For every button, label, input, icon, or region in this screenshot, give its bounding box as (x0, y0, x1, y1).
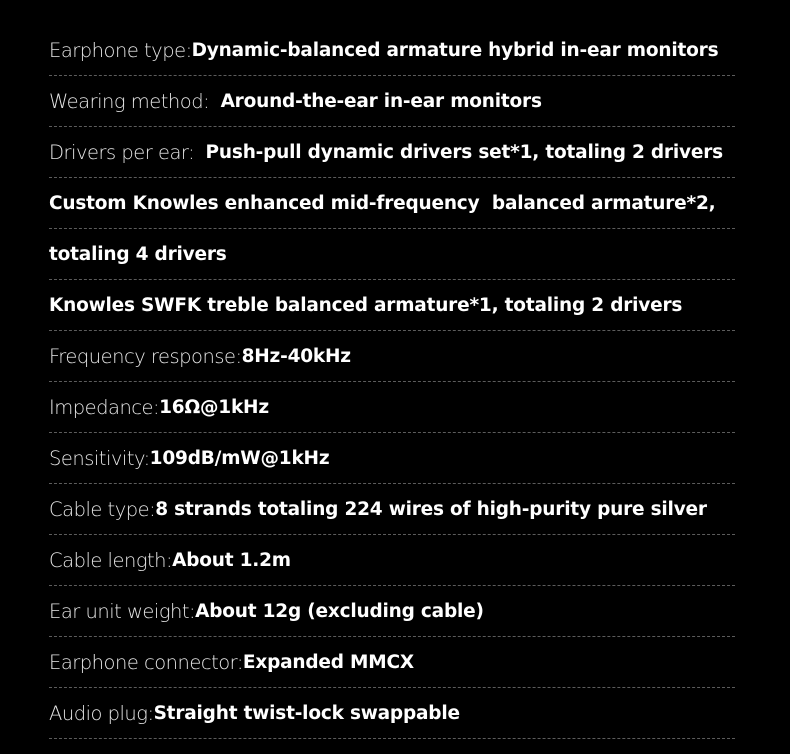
spec-label: Impedance: (49, 395, 160, 419)
spec-value: 8Hz-40kHz (241, 345, 351, 367)
spec-value: 109dB/mW@1kHz (149, 447, 330, 469)
spec-label: Cable length: (49, 548, 173, 572)
spec-label: Earphone type: (49, 38, 192, 62)
spec-row-cable-length (49, 535, 735, 586)
spec-label: Sensitivity: (49, 446, 150, 470)
spec-row-frequency-response (49, 331, 735, 382)
spec-list (49, 25, 735, 739)
spec-value: Expanded MMCX (242, 651, 414, 673)
spec-row-drivers-per-ear (49, 127, 735, 178)
spec-label: Wearing method: (49, 89, 221, 113)
spec-value: Push-pull dynamic drivers set*1, totaling 2 drivers (205, 141, 723, 163)
spec-value: Custom Knowles enhanced mid-frequency balanced armature*2, (49, 192, 716, 214)
spec-row-ear-unit-weight (49, 586, 735, 637)
spec-value: totaling 4 drivers (49, 243, 227, 265)
spec-label: Drivers per ear: (49, 140, 206, 164)
spec-row-sensitivity (49, 433, 735, 484)
spec-value: Straight twist-lock swappable (153, 702, 460, 724)
spec-value: Knowles SWFK treble balanced armature*1, totaling 2 drivers (49, 294, 683, 316)
spec-label: Ear unit weight: (49, 599, 196, 623)
spec-row-impedance (49, 382, 735, 433)
spec-value: 16Ω@1kHz (159, 396, 269, 418)
spec-row-mid-frequency-total (49, 229, 735, 280)
spec-row-audio-plug (49, 688, 735, 739)
spec-value: 8 strands totaling 224 wires of high-purity pure silver (155, 498, 707, 520)
spec-label: Earphone connector: (49, 650, 243, 674)
spec-value: Around-the-ear in-ear monitors (220, 90, 542, 112)
spec-value: About 12g (excluding cable) (195, 600, 484, 622)
spec-row-earphone-connector (49, 637, 735, 688)
spec-row-earphone-type (49, 25, 735, 76)
spec-value: Dynamic-balanced armature hybrid in-ear monitors (191, 39, 719, 61)
spec-label: Cable type: (49, 497, 156, 521)
spec-row-mid-frequency-armature (49, 178, 735, 229)
spec-label: Audio plug: (49, 701, 154, 725)
spec-row-treble-armature (49, 280, 735, 331)
spec-row-cable-type (49, 484, 735, 535)
spec-label: Frequency response: (49, 344, 242, 368)
spec-row-wearing-method (49, 76, 735, 127)
spec-value: About 1.2m (172, 549, 291, 571)
